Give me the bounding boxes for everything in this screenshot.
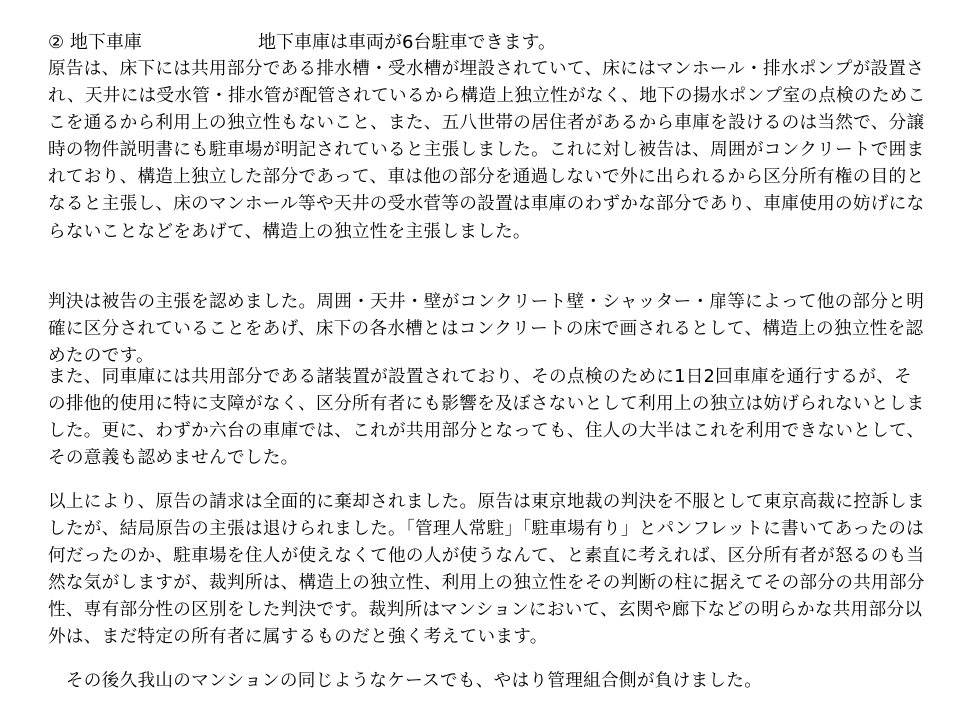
paragraph-plaintiff-defendant-claims: 原告は、床下には共用部分である排水槽・受水槽が埋設されていて、床にはマンホール・排水ポンプが設置され、天井には受水管・排水管が配管されているから構造上独立性がなく、地下の揚水ポンプ室の点検のためここを通るから利用上の独立性もないこと、また、五八世帯の居住者があるから車庫を設けるのは当然で、分譲時の物件説明書にも駐車場が明記されていると主張しました。これに対し被告は、周囲がコンクリートで囲まれており、構造上独立した部分であって、車は他の部分を通過しないで外に出られるから区分所有権の目的となると主張し、床のマンホール等や天井の受水菅等の設置は車庫のわずかな部分であり、車庫使用の妨げにならないことなどをあげて、構造上の独立性を主張しました。 bbox=[48, 59, 926, 242]
section-heading bbox=[48, 30, 930, 56]
section-summary: 地下車庫は車両が6台駐車できます。 bbox=[258, 32, 557, 53]
paragraph-conclusion: 以上により、原告の請求は全面的に棄却されました。原告は東京地裁の判決を不服として東京高裁に控訴しましたが、結局原告の主張は退けられました。「管理人常駐」「駐車場有り」とパンフレットに書いてあったのは何だったのか、駐車場を住人が使えなくて他の人が使うなんて、と素直に考えれば、区分所有者が怒るのも当然な気がしますが、裁判所は、構造上の独立性、利用上の独立性をその判断の柱に据えてその部分の共用部分性、専有部分性の区別をした判決です。裁判所はマンションにおいて、玄関や廊下などの明らかな共用部分以外は、まだ特定の所有者に属するものだと強く考えています。 bbox=[48, 492, 925, 648]
paragraph-later-case: その後久我山のマンションの同じようなケースでも、やはり管理組合側が負けました。 bbox=[48, 671, 763, 691]
paragraph-judgment: 判決は被告の主張を認めました。周囲・天井・壁がコンクリート壁・シャッター・扉等によって他の部分と明確に区分されていることをあげ、床下の各水槽とはコンクリートの床で画されるとして、構造上の独立性を認めたのです。 bbox=[48, 292, 925, 367]
section-label: ② 地下車庫 bbox=[48, 32, 142, 53]
paragraph-usage-independence: また、同車庫には共用部分である諸装置が設置されており、その点検のために1日2回車庫を通行するが、その排他的使用に特に支障がなく、区分所有者にも影響を及ぼさないとして利用上の独立は妨げられないとしました。更に、わずか六台の車庫では、これが共用部分となっても、住人の大半はこれを利用できないとして、その意義も認めませんでした。 bbox=[48, 367, 925, 469]
